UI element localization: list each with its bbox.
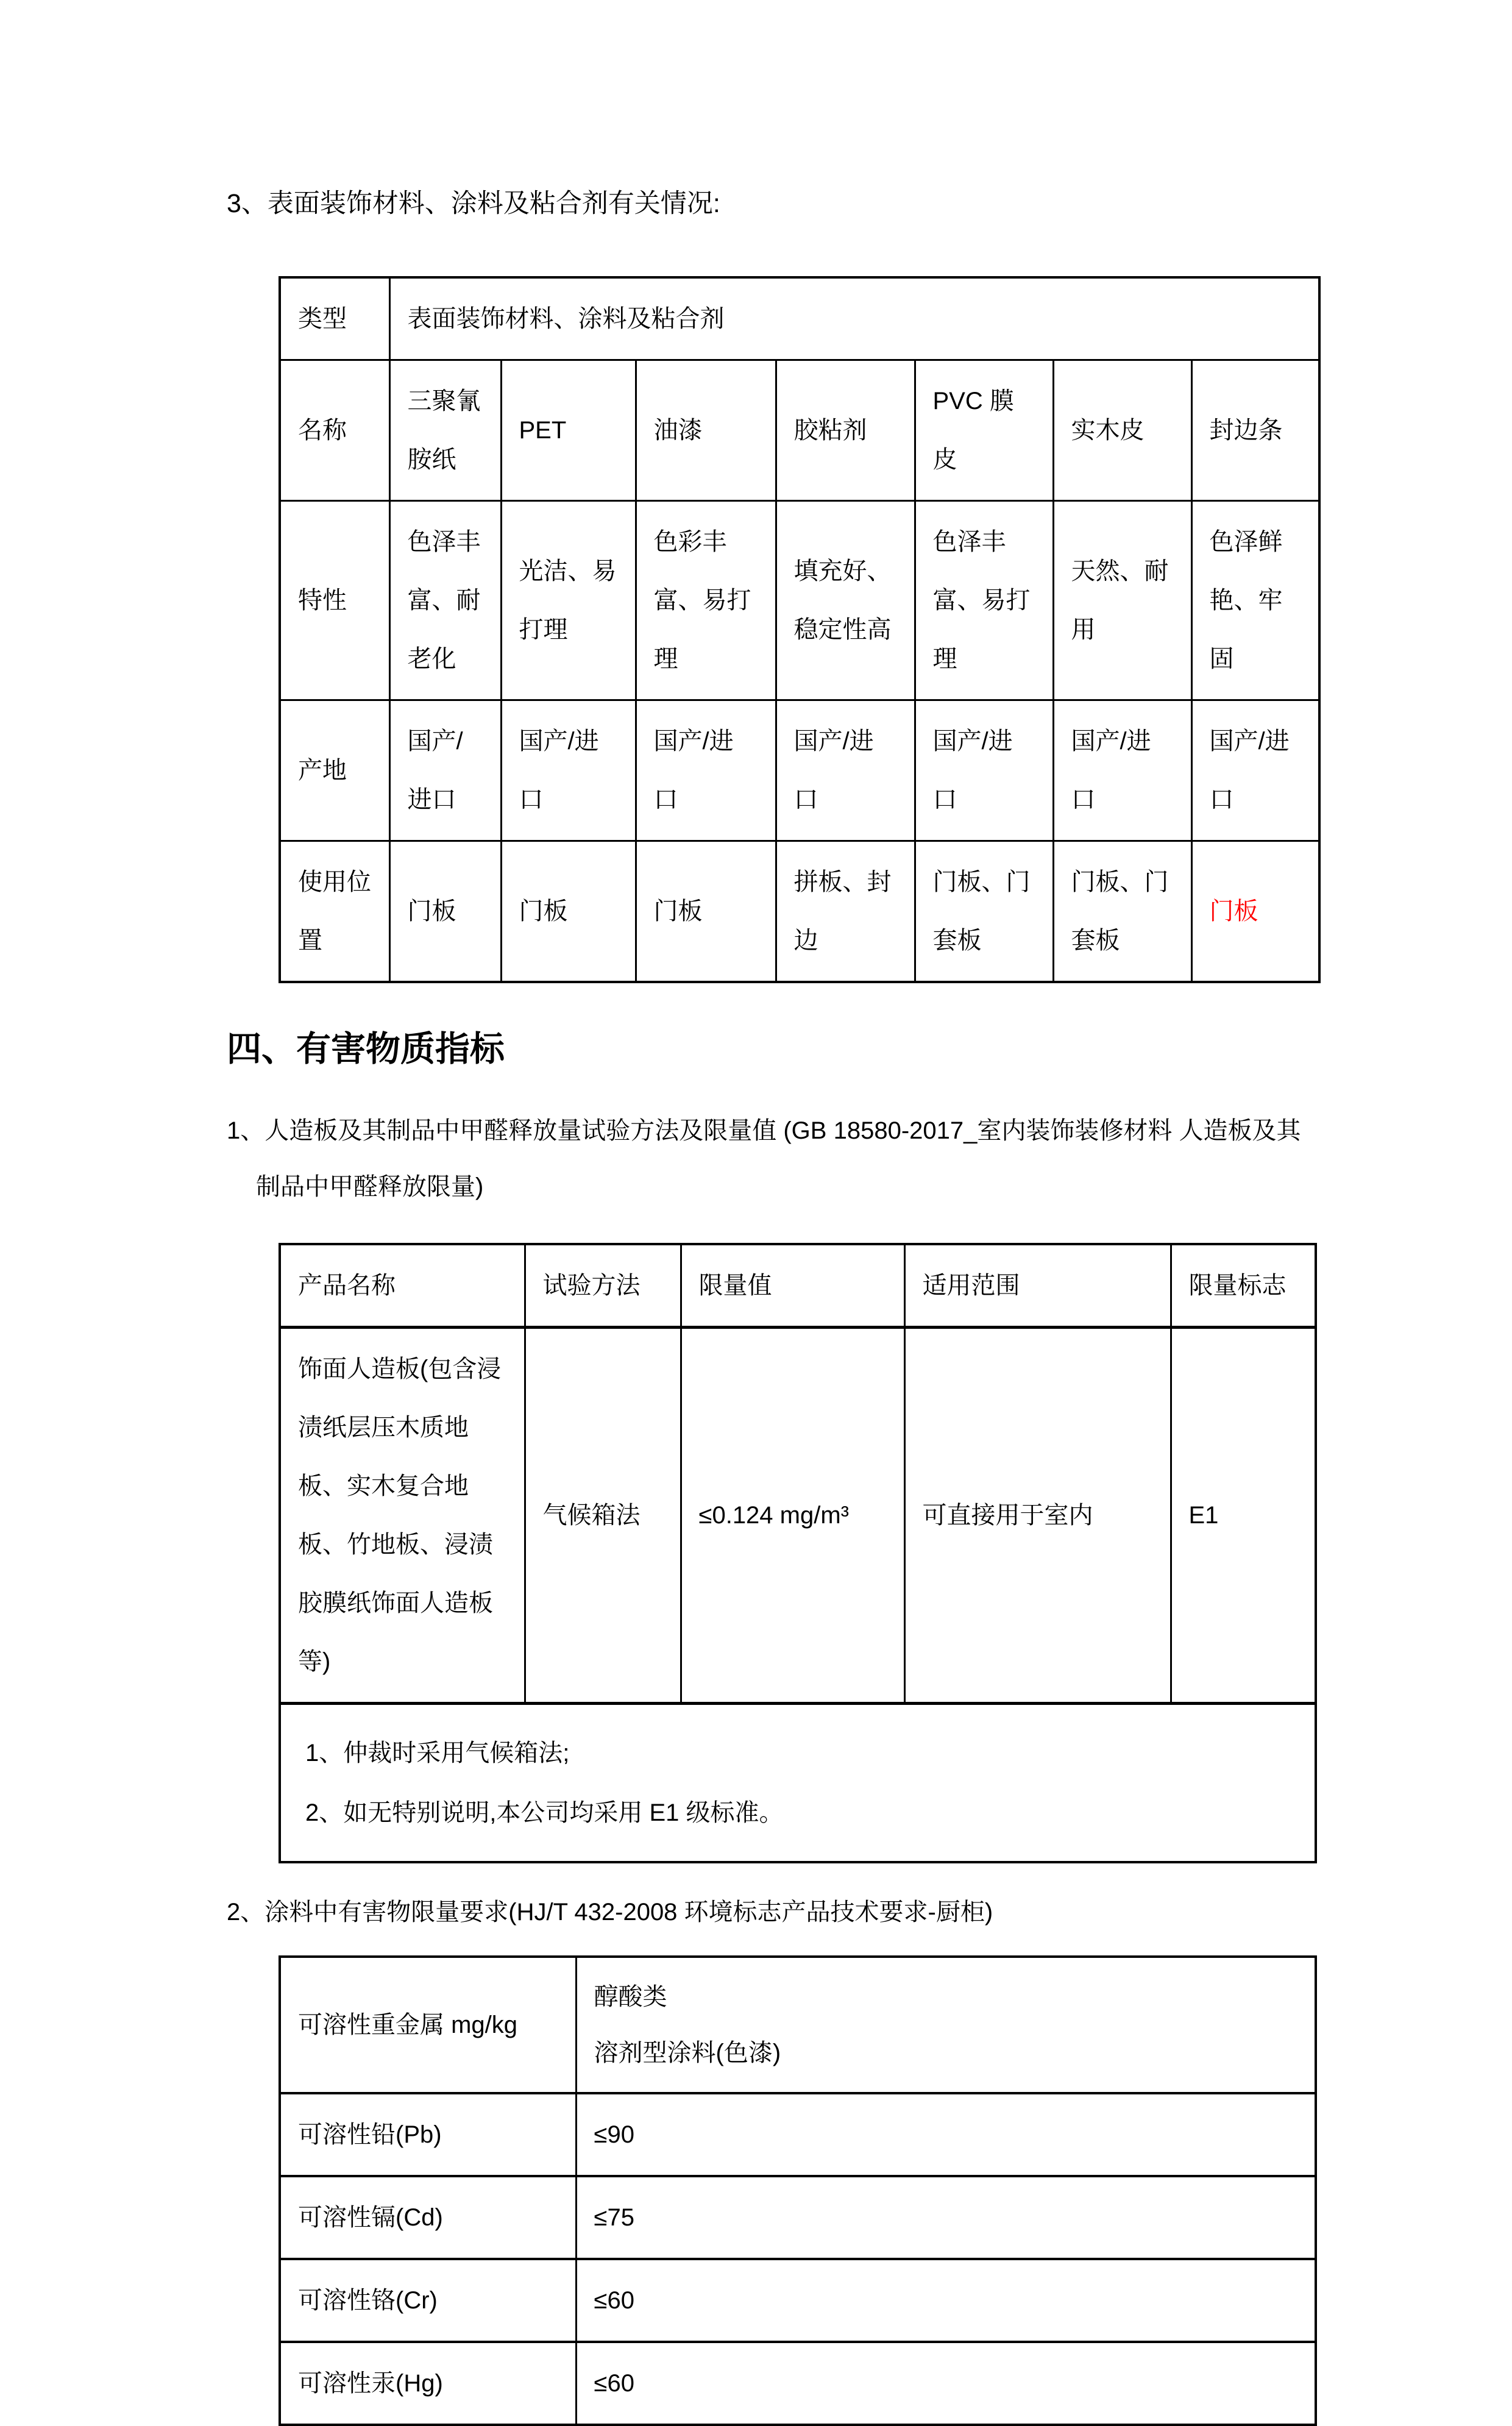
row-label-name: 名称: [280, 360, 389, 501]
cell-method: 气候箱法: [525, 1328, 681, 1704]
cell-feature-3: 填充好、稳定性高: [776, 501, 915, 700]
cell-name-3: 胶粘剂: [776, 360, 915, 501]
cell-usage-6-red: 门板: [1191, 841, 1319, 983]
note-1: 1、仲裁时采用气候箱法;: [305, 1740, 570, 1766]
cell-name-1: PET: [501, 360, 636, 501]
formaldehyde-table: [279, 1243, 1317, 1863]
cell-name-2: 油漆: [636, 360, 776, 501]
coating-value-pb: ≤90: [576, 2093, 1316, 2176]
surface-materials-table: [279, 276, 1321, 983]
cell-name-0: 三聚氰胺纸: [389, 360, 501, 501]
item2-line: 2、涂料中有害物限量要求(HJ/T 432-2008 环境标志产品技术要求-厨柜): [227, 1899, 993, 1926]
note-2: 2、如无特别说明,本公司均采用 E1 级标准。: [305, 1799, 784, 1826]
cell-usage-2: 门板: [636, 841, 776, 983]
cell-origin-2: 国产/进口: [636, 700, 776, 841]
header-product: 产品名称: [280, 1244, 525, 1328]
row-label-feature: 特性: [280, 501, 389, 700]
cell-feature-2: 色彩丰富、易打理: [636, 501, 776, 700]
section4-heading: 四、有害物质指标: [227, 1030, 505, 1069]
cell-usage-5: 门板、门套板: [1053, 841, 1191, 983]
row-label-type: 类型: [280, 277, 389, 360]
coating-row-cd: [280, 2176, 1316, 2259]
table-row-feature: [280, 501, 1319, 700]
notes-cell: [280, 1704, 1316, 1863]
table-row-usage: [280, 841, 1319, 983]
cell-type-value: 表面装饰材料、涂料及粘合剂: [389, 277, 1319, 360]
coating-header-right-line1: 醇酸类: [594, 1983, 667, 2010]
coating-label-hg: 可溶性汞(Hg): [280, 2342, 576, 2425]
item1-paragraph: [227, 1103, 1301, 1215]
cell-name-5: 实木皮: [1053, 360, 1191, 501]
coating-value-cd: ≤75: [576, 2176, 1316, 2259]
section3-title: 3、表面装饰材料、涂料及粘合剂有关情况:: [227, 189, 720, 218]
coating-row-cr: [280, 2259, 1316, 2342]
cell-usage-0: 门板: [389, 841, 501, 983]
header-method: 试验方法: [525, 1244, 681, 1328]
row-label-origin: 产地: [280, 700, 389, 841]
coating-row-hg: [280, 2342, 1316, 2425]
formaldehyde-notes-row: [280, 1704, 1316, 1863]
cell-usage-4: 门板、门套板: [915, 841, 1053, 983]
cell-origin-5: 国产/进口: [1053, 700, 1191, 841]
coating-row-pb: [280, 2093, 1316, 2176]
header-mark: 限量标志: [1171, 1244, 1316, 1328]
cell-scope: 可直接用于室内: [904, 1328, 1171, 1704]
cell-origin-0: 国产/进口: [389, 700, 501, 841]
header-scope: 适用范围: [904, 1244, 1171, 1328]
coating-header-right: [576, 1957, 1316, 2093]
cell-usage-1: 门板: [501, 841, 636, 983]
item1-line1: 1、人造板及其制品中甲醛释放量试验方法及限量值 (GB 18580-2017_室内装饰装修材料 人造板及其: [227, 1117, 1301, 1144]
coating-metals-table: [279, 1955, 1317, 2426]
table-row-origin: [280, 700, 1319, 841]
cell-mark: E1: [1171, 1328, 1316, 1704]
item1-line2: 制品中甲醛释放限量): [256, 1173, 484, 1200]
cell-limit: ≤0.124 mg/m³: [681, 1328, 904, 1704]
formaldehyde-data-row: [280, 1328, 1316, 1704]
table-row-name: [280, 360, 1319, 501]
cell-feature-4: 色泽丰富、易打理: [915, 501, 1053, 700]
coating-label-cr: 可溶性铬(Cr): [280, 2259, 576, 2342]
cell-feature-5: 天然、耐用: [1053, 501, 1191, 700]
cell-name-6: 封边条: [1191, 360, 1319, 501]
cell-feature-1: 光洁、易打理: [501, 501, 636, 700]
header-limit: 限量值: [681, 1244, 904, 1328]
coating-header-right-line2: 溶剂型涂料(色漆): [594, 2040, 781, 2066]
cell-origin-3: 国产/进口: [776, 700, 915, 841]
cell-origin-1: 国产/进口: [501, 700, 636, 841]
coating-label-cd: 可溶性镉(Cd): [280, 2176, 576, 2259]
cell-usage-3: 拼板、封边: [776, 841, 915, 983]
row-label-usage: 使用位置: [280, 841, 389, 983]
coating-label-pb: 可溶性铅(Pb): [280, 2093, 576, 2176]
cell-name-4: PVC 膜皮: [915, 360, 1053, 501]
coating-header-left: 可溶性重金属 mg/kg: [280, 1957, 576, 2093]
cell-origin-4: 国产/进口: [915, 700, 1053, 841]
coating-value-cr: ≤60: [576, 2259, 1316, 2342]
formaldehyde-header-row: [280, 1244, 1316, 1328]
coating-header-row: [280, 1957, 1316, 2093]
cell-origin-6: 国产/进口: [1191, 700, 1319, 841]
cell-product: 饰面人造板(包含浸渍纸层压木质地板、实木复合地板、竹地板、浸渍胶膜纸饰面人造板等): [280, 1328, 525, 1704]
coating-value-hg: ≤60: [576, 2342, 1316, 2425]
table-row-type: [280, 277, 1319, 360]
cell-feature-0: 色泽丰富、耐老化: [389, 501, 501, 700]
cell-feature-6: 色泽鲜艳、牢固: [1191, 501, 1319, 700]
